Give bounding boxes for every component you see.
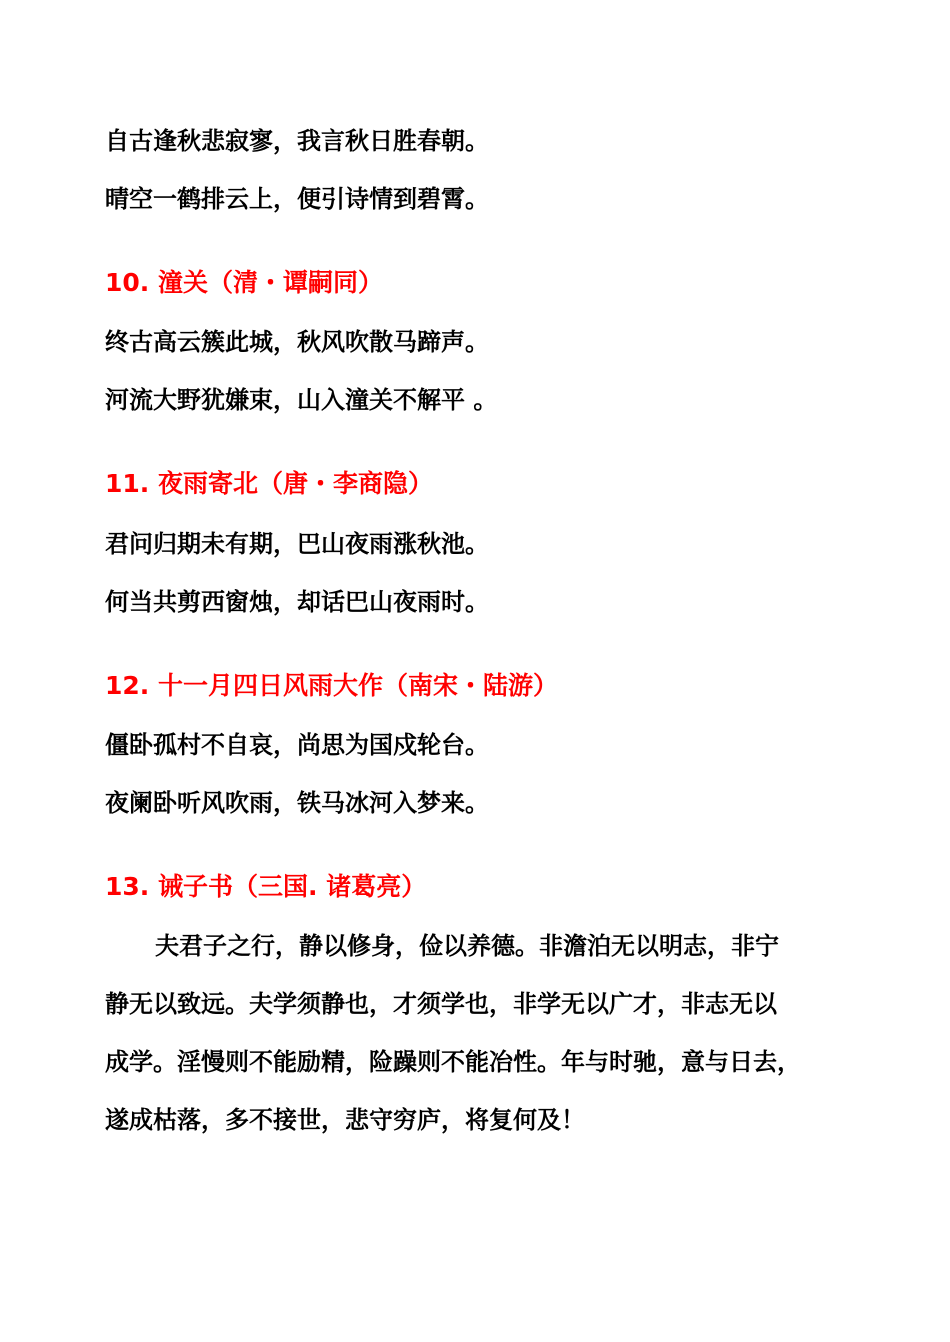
poem11-line-1: 君问归期未有期，巴山夜雨涨秋池。 [105, 530, 489, 558]
text13-line-2: 静无以致远。夫学须静也，才须学也，非学无以广才，非志无以 [105, 990, 777, 1018]
text13-line-3: 成学。淫慢则不能励精，险躁则不能冶性。年与时驰，意与日去， [105, 1048, 801, 1076]
poem11-heading: 11. 夜雨寄北（唐・李商隐） [105, 469, 433, 498]
poem10-heading: 10. 潼关（清・谭嗣同） [105, 268, 383, 297]
text13-line-1: 夫君子之行，静以修身，俭以养德。非澹泊无以明志，非宁 [155, 932, 779, 960]
poem9-line-1: 自古逢秋悲寂寥，我言秋日胜春朝。 [105, 127, 489, 155]
text13-heading: 13. 诫子书（三国. 诸葛亮） [105, 872, 427, 901]
poem10-line-1: 终古高云簇此城，秋风吹散马蹄声。 [105, 328, 489, 356]
poem12-line-1: 僵卧孤村不自哀，尚思为国戍轮台。 [105, 731, 489, 759]
poem12-heading: 12. 十一月四日风雨大作（南宋・陆游） [105, 671, 558, 700]
poem12-line-2: 夜阑卧听风吹雨，铁马冰河入梦来。 [105, 789, 489, 817]
poem9-line-2: 晴空一鹤排云上，便引诗情到碧霄。 [105, 185, 489, 213]
poem11-line-2: 何当共剪西窗烛，却话巴山夜雨时。 [105, 588, 489, 616]
text13-line-4: 遂成枯落，多不接世，悲守穷庐，将复何及！ [105, 1106, 585, 1134]
poem10-line-2: 河流大野犹嫌束，山入潼关不解平 。 [105, 386, 498, 414]
